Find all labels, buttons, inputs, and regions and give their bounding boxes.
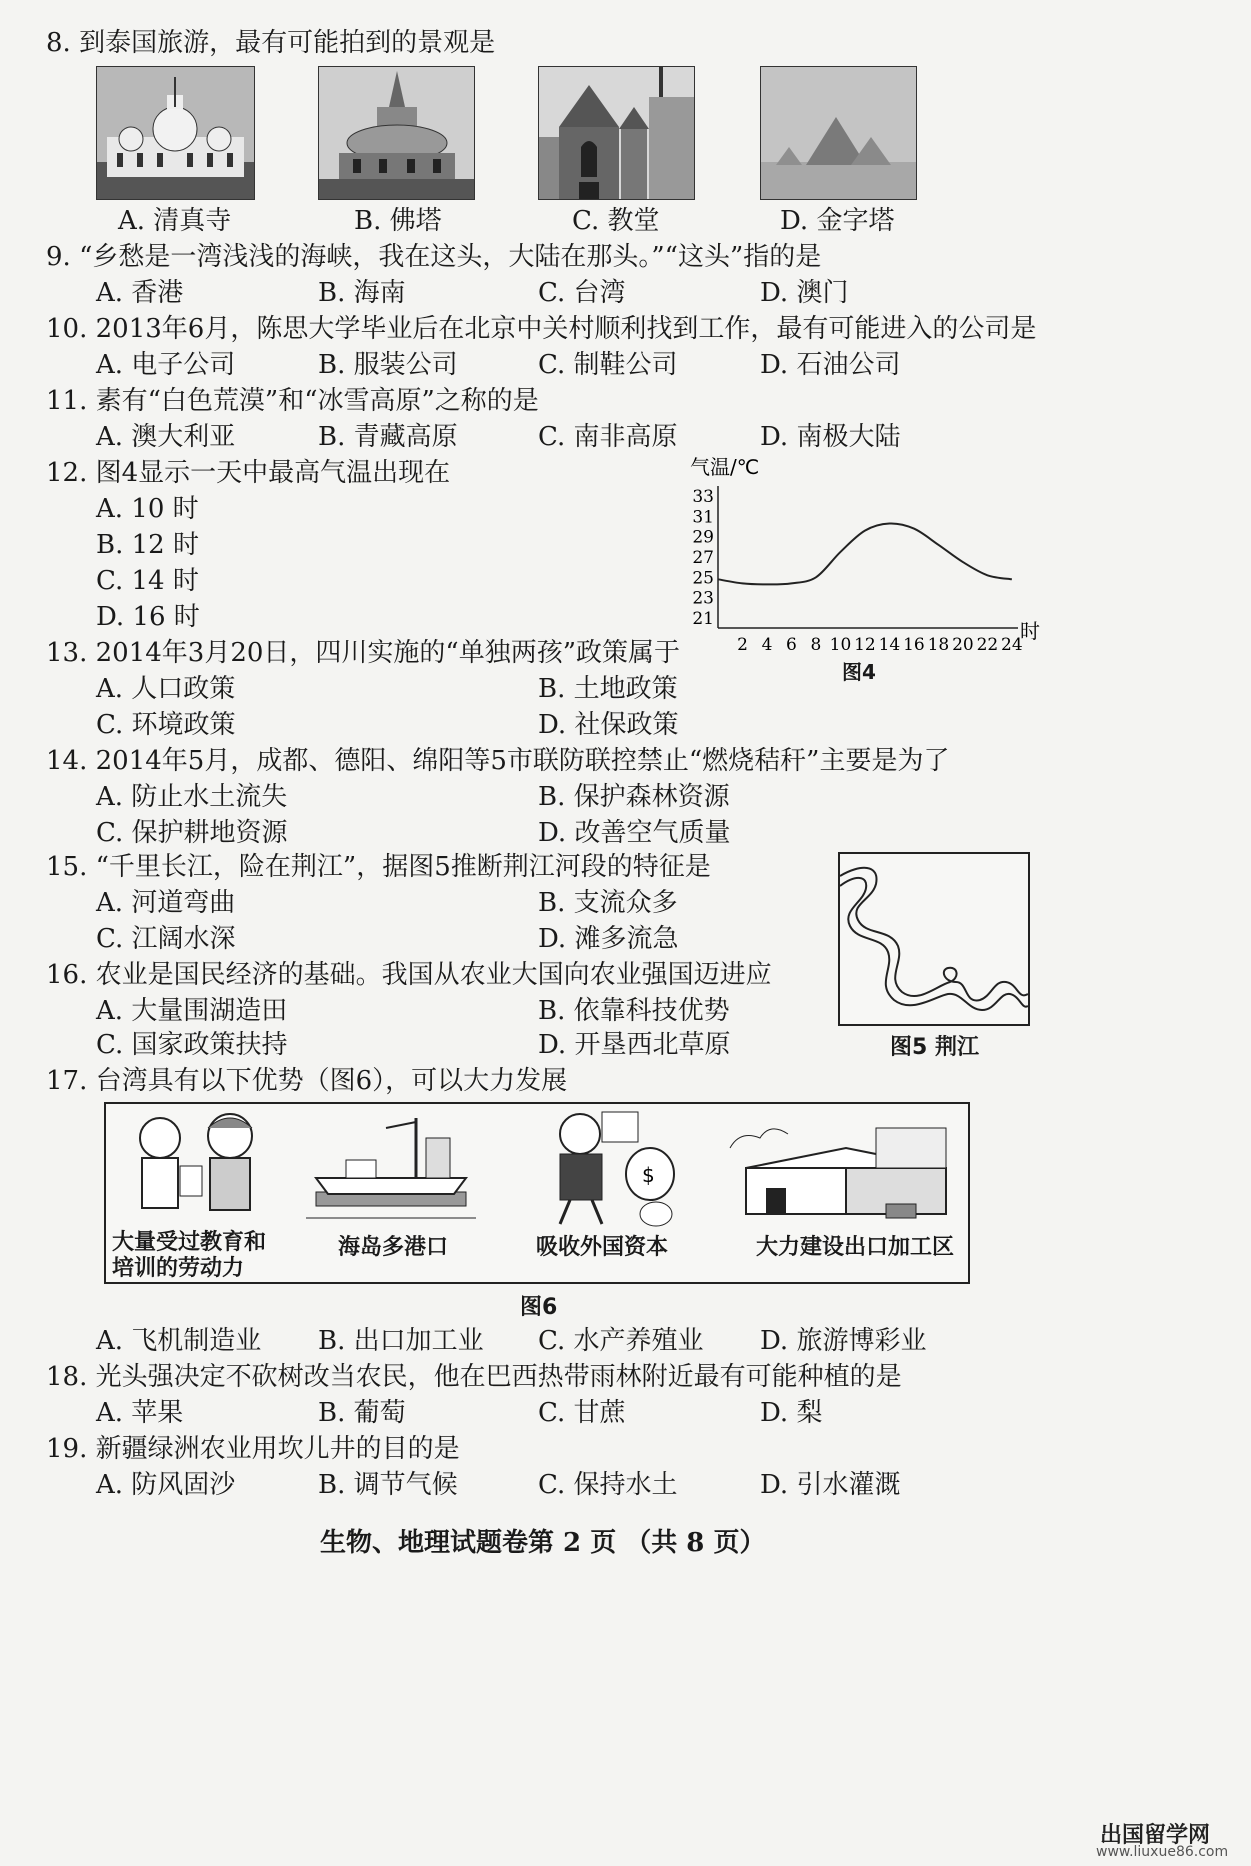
- y-tick-label: 21: [692, 608, 714, 629]
- q12-option-d: D. 16 时: [96, 602, 200, 632]
- x-tick-label: 12: [854, 635, 876, 655]
- page-footer: 生物、地理试题卷第 2 页 （共 8 页）: [320, 1528, 766, 1558]
- q12-option-a: A. 10 时: [96, 494, 199, 524]
- q9-option-d: D. 澳门: [760, 278, 849, 308]
- mosque-photo: [96, 66, 255, 200]
- q18-option-a: A. 苹果: [96, 1398, 184, 1428]
- q10-stem: 10. 2013年6月，陈思大学毕业后在北京中关村顺利找到工作，最有可能进入的公司是: [46, 314, 1037, 344]
- q13-option-d: D. 社保政策: [538, 710, 679, 740]
- q13-option-c: C. 环境政策: [96, 710, 236, 740]
- q18-option-d: D. 梨: [760, 1398, 823, 1428]
- pagoda-photo: [318, 66, 475, 200]
- q15-option-d: D. 滩多流急: [538, 924, 679, 954]
- x-tick-label: 6: [786, 635, 797, 655]
- x-tick-label: 16: [903, 635, 925, 655]
- q10-option-d: D. 石油公司: [760, 350, 901, 380]
- q14-option-c: C. 保护耕地资源: [96, 818, 288, 848]
- workers-illustration: [120, 1108, 290, 1228]
- figure-4-caption: 图4: [842, 660, 876, 684]
- watermark-name: 出国留学网: [1100, 1823, 1211, 1848]
- q11-stem: 11. 素有“白色荒漠”和“冰雪高原”之称的是: [46, 386, 539, 416]
- x-tick-label: 4: [761, 635, 773, 655]
- temperature-series-line: [718, 523, 1012, 584]
- q10-option-b: B. 服装公司: [318, 350, 458, 380]
- svg-text:$: $: [642, 1163, 655, 1187]
- q11-option-b: B. 青藏高原: [318, 422, 458, 452]
- q9-stem: 9. “乡愁是一湾浅浅的海峡，我在这头，大陆在那头。”“这头”指的是: [46, 242, 822, 272]
- q16-option-d: D. 开垦西北草原: [538, 1030, 731, 1060]
- panel-label-ports: 海岛多港口: [338, 1235, 449, 1260]
- q10-option-c: C. 制鞋公司: [538, 350, 678, 380]
- q14-option-b: B. 保护森林资源: [538, 782, 730, 812]
- q17-option-b: B. 出口加工业: [318, 1326, 484, 1356]
- q18-option-c: C. 甘蔗: [538, 1398, 626, 1428]
- q17-stem: 17. 台湾具有以下优势（图6），可以大力发展: [46, 1066, 568, 1096]
- q8-option-c: C. 教堂: [572, 206, 660, 236]
- x-tick-label: 10: [829, 635, 852, 655]
- q18-stem: 18. 光头强决定不砍树改当农民，他在巴西热带雨林附近最有可能种植的是: [46, 1362, 902, 1392]
- q8-option-b: B. 佛塔: [354, 206, 442, 236]
- q13-stem: 13. 2014年3月20日，四川实施的“单独两孩”政策属于: [46, 638, 680, 668]
- x-tick-label: 8: [810, 635, 822, 655]
- q13-option-a: A. 人口政策: [96, 674, 236, 704]
- q14-stem: 14. 2014年5月，成都、德阳、绵阳等5市联防联控禁止“燃烧秸秆”主要是为了: [46, 746, 950, 776]
- figure-5-map: [838, 852, 1030, 1026]
- y-tick-label: 27: [692, 548, 714, 568]
- church-photo: [538, 66, 695, 200]
- q8-option-a: A. 清真寺: [118, 206, 232, 236]
- q10-option-a: A. 电子公司: [96, 350, 236, 380]
- y-tick-label: 33: [692, 487, 714, 508]
- q18-option-b: B. 葡萄: [318, 1398, 406, 1428]
- x-tick-label: 14: [878, 635, 901, 655]
- q12-option-b: B. 12 时: [96, 530, 199, 560]
- q12-option-c: C. 14 时: [96, 566, 199, 596]
- figure-5-caption: 图5 荆江: [890, 1035, 979, 1060]
- x-tick-label: 20: [952, 635, 974, 655]
- q16-option-c: C. 国家政策扶持: [96, 1030, 288, 1060]
- q19-stem: 19. 新疆绿洲农业用坎儿井的目的是: [46, 1434, 460, 1464]
- q9-option-a: A. 香港: [96, 278, 184, 308]
- x-tick-label: 2: [737, 635, 748, 655]
- q17-option-d: D. 旅游博彩业: [760, 1326, 927, 1356]
- q14-option-d: D. 改善空气质量: [538, 818, 731, 848]
- export-zone-illustration: [726, 1108, 962, 1228]
- y-tick-label: 29: [692, 527, 714, 548]
- y-tick-label: 23: [692, 588, 714, 609]
- port-ship-illustration: [306, 1108, 476, 1228]
- watermark-url: www.liuxue86.com: [1096, 1844, 1229, 1860]
- q19-option-a: A. 防风固沙: [96, 1470, 236, 1500]
- q11-option-d: D. 南极大陆: [760, 422, 901, 452]
- q15-option-a: A. 河道弯曲: [96, 888, 236, 918]
- q13-option-b: B. 土地政策: [538, 674, 678, 704]
- q19-option-c: C. 保持水土: [538, 1470, 678, 1500]
- x-tick-label: 18: [927, 635, 950, 655]
- q12-stem: 12. 图4显示一天中最高气温出现在: [46, 458, 451, 488]
- foreign-capital-illustration: [530, 1104, 690, 1228]
- y-tick-label: 25: [692, 568, 714, 589]
- x-tick-label: 22: [976, 635, 999, 655]
- figure-6-caption: 图6: [520, 1295, 558, 1320]
- panel-label-labor: 大量受过教育和 培训的劳动力: [112, 1230, 267, 1281]
- q11-option-a: A. 澳大利亚: [96, 422, 236, 452]
- x-tick-label: 24: [1001, 635, 1023, 655]
- q11-option-c: C. 南非高原: [538, 422, 678, 452]
- q15-option-c: C. 江阔水深: [96, 924, 236, 954]
- panel-label-export-zone: 大力建设出口加工区: [756, 1235, 955, 1260]
- q19-option-d: D. 引水灌溉: [760, 1470, 901, 1500]
- q17-option-a: A. 飞机制造业: [96, 1326, 262, 1356]
- q8-stem: 8. 到泰国旅游，最有可能拍到的景观是: [46, 28, 496, 58]
- pyramid-photo: [760, 66, 917, 200]
- y-tick-label: 31: [692, 507, 714, 528]
- figure-6-panel: [104, 1102, 970, 1284]
- q9-option-c: C. 台湾: [538, 278, 626, 308]
- q14-option-a: A. 防止水土流失: [96, 782, 288, 812]
- q16-option-b: B. 依靠科技优势: [538, 996, 730, 1026]
- jingjiang-river-svg: [840, 854, 1028, 1024]
- figure-4-chart: [690, 450, 1040, 690]
- q17-option-c: C. 水产养殖业: [538, 1326, 704, 1356]
- q15-stem: 15. “千里长江，险在荆江”，据图5推断荆江河段的特征是: [46, 852, 711, 882]
- q19-option-b: B. 调节气候: [318, 1470, 458, 1500]
- q16-stem: 16. 农业是国民经济的基础。我国从农业大国向农业强国迈进应: [46, 960, 772, 990]
- chart-x-axis-label: 时: [1020, 619, 1040, 643]
- q9-option-b: B. 海南: [318, 278, 406, 308]
- panel-label-capital: 吸收外国资本: [536, 1235, 669, 1260]
- temperature-chart-svg: [690, 450, 1040, 690]
- chart-y-axis-label: 气温/℃: [690, 455, 760, 479]
- q16-option-a: A. 大量围湖造田: [96, 996, 288, 1026]
- q15-option-b: B. 支流众多: [538, 888, 678, 918]
- q8-option-d: D. 金字塔: [780, 206, 895, 236]
